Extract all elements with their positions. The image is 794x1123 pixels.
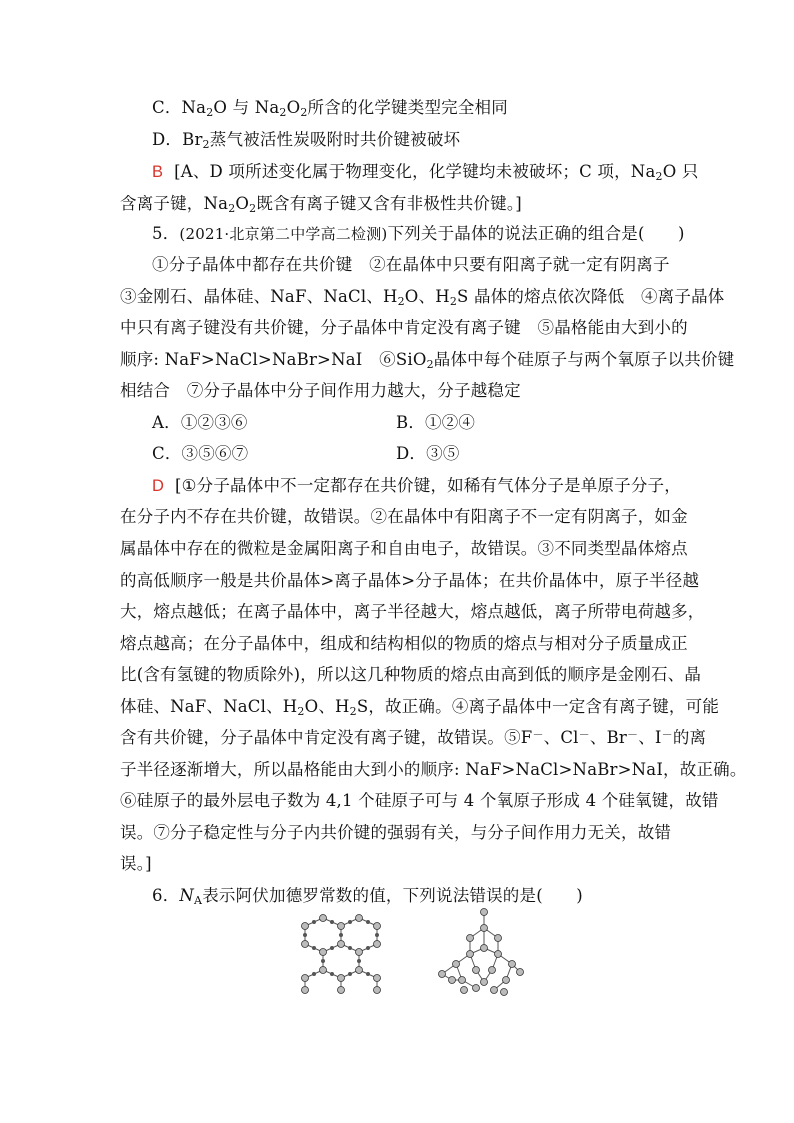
q5-answer-letter: D (152, 477, 165, 495)
q5-option-b: B．①②④ (396, 413, 476, 432)
q4-explanation-line-1: B [A、D 项所述变化属于物理变化，化学键均未被破坏；C 项，$Na_2O$ 只 (152, 162, 699, 183)
q6-stem: 6．$N_A$表示阿伏加德罗常数的值，下列说法错误的是( ) (152, 886, 583, 907)
q5-explanation-line-1: D [①分子晶体中不一定都存在共价键，如稀有气体分子是单原子分子， (152, 476, 681, 495)
q5-option-d: D．③⑤ (396, 444, 460, 463)
q5-explanation-line-13: 误。] (120, 854, 152, 873)
q5-item-line-1: ①分子晶体中都存在共价键 ②在晶体中只要有阳离子就一定有阴离子 (152, 255, 670, 274)
q5-explanation-line-11: ⑥硅原子的最外层电子数为 4,1 个硅原子可与 4 个氧原子形成 4 个硅氧键，故错 (120, 791, 719, 810)
q5-item-line-5: 相结合 ⑦分子晶体中分子间作用力越大，分子越稳定 (120, 381, 521, 400)
q5-explanation-line-2: 在分子内不存在共价键，故错误。②在晶体中有阳离子不一定有阴离子，如金 (120, 507, 688, 526)
q5-explanation-line-10: 子半径逐渐增大，所以晶格能由大到小的顺序: NaF>NaCl>NaBr>NaI，故正确。 (120, 760, 747, 779)
q5-option-c: C．③⑤⑥⑦ (152, 444, 249, 463)
q5-item-line-4: 顺序: NaF>NaCl>NaBr>NaI ⑥SiO$_2$晶体中每个硅原子与两个氧原子以共价键 (120, 350, 735, 371)
q5-explanation-line-7: 比(含有氢键的物质除外)，所以这几种物质的熔点由高到低的顺序是金刚石、晶 (120, 665, 702, 684)
q5-source: (2021·北京第二中学高二检测) (179, 225, 388, 243)
q5-explanation-line-9: 含有共价键，分子晶体中肯定没有离子键，故错误。⑤F－、Cl－、Br－、I－的离 (120, 728, 707, 747)
q5-explanation-line-3: 属晶体中存在的微粒是金属阳离子和自由电子，故错误。③不同类型晶体熔点 (120, 539, 688, 558)
crystal-structure-figure-left (293, 908, 393, 998)
q5-explanation-line-5: 大，熔点越低；在离子晶体中，离子半径越大，熔点越低，离子所带电荷越多， (120, 602, 705, 621)
q4-option-c: C．$Na_2O$ 与 $Na_2O_2$所含的化学键类型完全相同 (152, 98, 508, 119)
q5-explanation-line-8: 体硅、NaF、NaCl、$H_2O$、$H_2S$，故正确。④离子晶体中一定含有离子键，可能 (120, 697, 720, 718)
q4-option-d: D．$Br_2$蒸气被活性炭吸附时共价键被破坏 (152, 130, 461, 151)
q5-stem: 5．(2021·北京第二中学高二检测)下列关于晶体的说法正确的组合是( ) (152, 224, 685, 243)
q5-explanation-line-4: 的高低顺序一般是共价晶体>离子晶体>分子晶体；在共价晶体中，原子半径越 (120, 571, 700, 590)
q4-answer-letter: B (152, 163, 164, 181)
q5-explanation-line-12: 误。⑦分子稳定性与分子内共价键的强弱有关，与分子间作用力无关，故错 (120, 823, 672, 842)
q4-explanation-line-2: 含离子键，$Na_2O_2$既含有离子键又含有非极性共价键。] (120, 194, 522, 215)
q5-explanation-line-6: 熔点越高；在分子晶体中，组成和结构相似的物质的熔点与相对分子质量成正 (120, 634, 688, 653)
q5-item-line-3: 中只有离子键没有共价键，分子晶体中肯定没有离子键 ⑤晶格能由大到小的 (120, 318, 688, 337)
q5-option-a: A．①②③⑥ (152, 413, 248, 432)
crystal-structure-figure-right (432, 906, 528, 998)
q5-item-line-2: ③金刚石、晶体硅、NaF、NaCl、$H_2O$、$H_2S$ 晶体的熔点依次降低 ④离子晶体 (120, 287, 725, 308)
